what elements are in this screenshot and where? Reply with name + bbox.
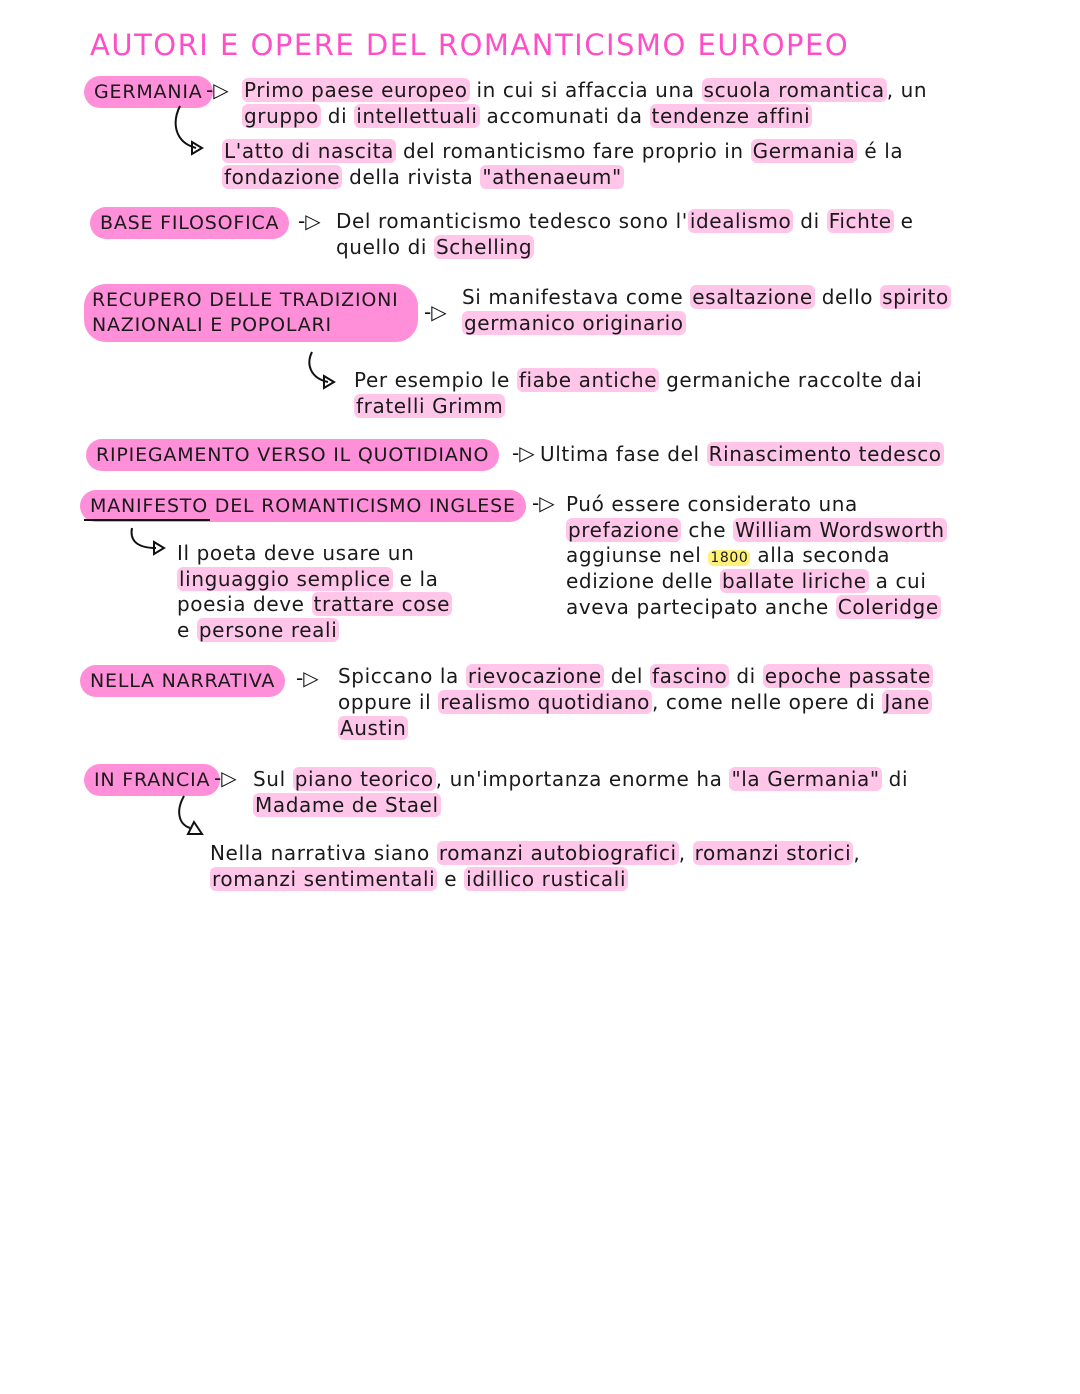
base-line-1: Del romanticismo tedesco sono l' idealismo di Fichte e	[336, 209, 914, 233]
manifesto-right-line-2: prefazione che William Wordsworth	[568, 518, 945, 542]
label-francia: IN FRANCIA	[84, 764, 220, 796]
arrow-icon: -▷	[424, 300, 447, 324]
arrow-icon: -▷	[296, 666, 319, 690]
recupero-line-1: Si manifestava come esaltazione dello spirito	[462, 285, 949, 309]
francia-line-4: romanzi sentimentali e idillico rusticali	[212, 867, 627, 891]
francia-line-3: Nella narrativa siano romanzi autobiografici , romanzi storici ,	[210, 841, 861, 865]
page-title: AUTORI E OPERE DEL ROMANTICISMO EUROPEO	[90, 28, 850, 62]
germania-line-4: fondazione della rivista "athenaeum"	[224, 165, 622, 189]
narrativa-line-1: Spiccano la rievocazione del fascino di epoche passate	[338, 664, 931, 688]
manifesto-right-line-1: Puó essere considerato una	[566, 492, 858, 516]
arrow-icon: -▷	[214, 766, 237, 790]
underline-divider	[84, 519, 210, 521]
recupero-line-2: germanico originario	[464, 311, 684, 335]
label-manifesto: MANIFESTO DEL ROMANTICISMO INGLESE	[80, 490, 526, 522]
label-germania: GERMANIA	[84, 76, 213, 108]
manifesto-right-line-5: aveva partecipato anche Coleridge	[566, 595, 939, 619]
hook-arrow-icon	[306, 350, 346, 390]
label-narrativa: NELLA NARRATIVA	[80, 665, 285, 697]
manifesto-left-line-2: linguaggio semplice e la	[179, 567, 439, 591]
germania-line-3: L'atto di nascita del romanticismo fare proprio in Germania é la	[224, 139, 904, 163]
label-ripiegamento: RIPIEGAMENTO VERSO IL QUOTIDIANO	[86, 439, 499, 471]
narrativa-line-2: oppure il realismo quotidiano , come nelle opere di Jane	[338, 690, 930, 714]
hook-arrow-icon	[172, 104, 212, 154]
label-base-filosofica: BASE FILOSOFICA	[90, 207, 289, 239]
narrativa-line-3: Austin	[340, 716, 407, 740]
arrow-icon: -▷	[532, 491, 555, 515]
germania-line-1: Primo paese europeo in cui si affaccia una scuola romantica , un	[244, 78, 928, 102]
manifesto-left-line-1: Il poeta deve usare un	[177, 541, 415, 565]
hook-arrow-icon	[176, 794, 216, 840]
hook-arrow-icon	[126, 526, 176, 556]
arrow-icon: -▷	[206, 78, 229, 102]
manifesto-right-line-4: edizione delle ballate liriche a cui	[566, 569, 927, 593]
manifesto-right-line-3: aggiunse nel 1800 alla seconda	[566, 543, 891, 567]
francia-line-2: Madame de Stael	[255, 793, 439, 817]
label-recupero: RECUPERO DELLE TRADIZIONI NAZIONALI E POPOLARI	[84, 284, 418, 342]
germania-line-2: gruppo di intellettuali accomunati da tendenze affini	[244, 104, 811, 128]
base-line-2: quello di Schelling	[336, 235, 533, 259]
ripiegamento-line-1: Ultima fase del Rinascimento tedesco	[540, 442, 942, 466]
manifesto-left-line-4: e persone reali	[177, 618, 338, 642]
manifesto-left-line-3: poesia deve trattare cose	[177, 592, 450, 616]
francia-line-1: Sul piano teorico , un'importanza enorme ha "la Germania" di	[253, 767, 909, 791]
recupero-line-3: Per esempio le fiabe antiche germaniche raccolte dai	[354, 368, 923, 392]
recupero-line-4: fratelli Grimm	[356, 394, 504, 418]
arrow-icon: -▷	[512, 441, 535, 465]
arrow-icon: -▷	[298, 209, 321, 233]
